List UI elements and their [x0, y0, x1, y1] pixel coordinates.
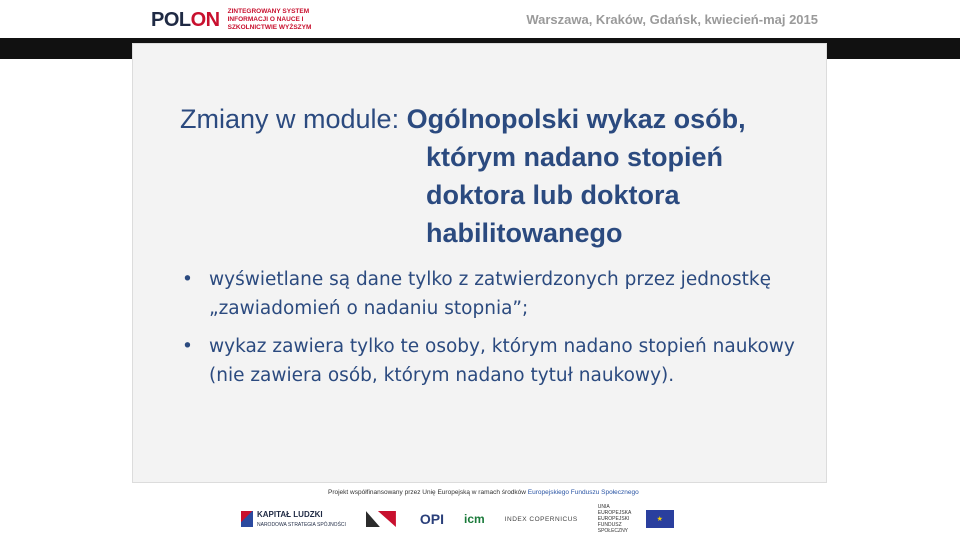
polon-logo [151, 9, 348, 31]
title-name-line3: doktora lub doktora [426, 180, 680, 210]
logo-wordmark: POLON [151, 8, 220, 31]
title-name-line4: habilitowanego [426, 218, 623, 248]
slide-panel [132, 43, 827, 483]
icm-logo: icm [464, 512, 485, 526]
bullet-list [180, 265, 800, 399]
kapital-ludzki-logo: KAPITAŁ LUDZKI NARODOWA STRATEGIA SPÓJNOŚCI [241, 510, 346, 528]
mnisw-logo-icon [366, 509, 400, 529]
title-name-line2: którym nadano stopień [426, 142, 724, 172]
slide-title [180, 100, 820, 252]
opi-logo: OPI [419, 511, 445, 527]
kapital-flag-icon [241, 511, 253, 527]
index-copernicus-logo: INDEX COPERNICUS [504, 515, 578, 523]
bullet-item: • wykaz zawiera tylko te osoby, którym nadano stopień naukowy (nie zawiera osób, którym nadano tytuł naukowy). [182, 336, 795, 386]
bullet-item: • wyświetlane są dane tylko z zatwierdzonych przez jednostkę „zawiadomień o nadaniu stopnia”; [182, 269, 771, 319]
eu-flag-icon: ★ [646, 510, 674, 528]
eu-logo: UNIA EUROPEJSKA EUROPEJSKI FUNDUSZ SPOŁECZNY ★ [598, 504, 674, 534]
footer-note: Projekt współfinansowany przez Unię Europejską w ramach środków Europejskiego Funduszu Społecznego [328, 489, 639, 496]
footer [155, 485, 770, 537]
header [0, 0, 960, 38]
title-prefix: Zmiany w module: [180, 104, 407, 134]
logo-tagline: ZINTEGROWANY SYSTEM INFORMACJI O NAUCE I SZKOLNICTWIE WYŻSZYM [227, 8, 312, 31]
event-info: Warszawa, Kraków, Gdańsk, kwiecień-maj 2015 [526, 12, 818, 27]
sponsor-logos [241, 505, 701, 533]
title-name-line1: Ogólnopolski wykaz osób, [406, 104, 746, 134]
